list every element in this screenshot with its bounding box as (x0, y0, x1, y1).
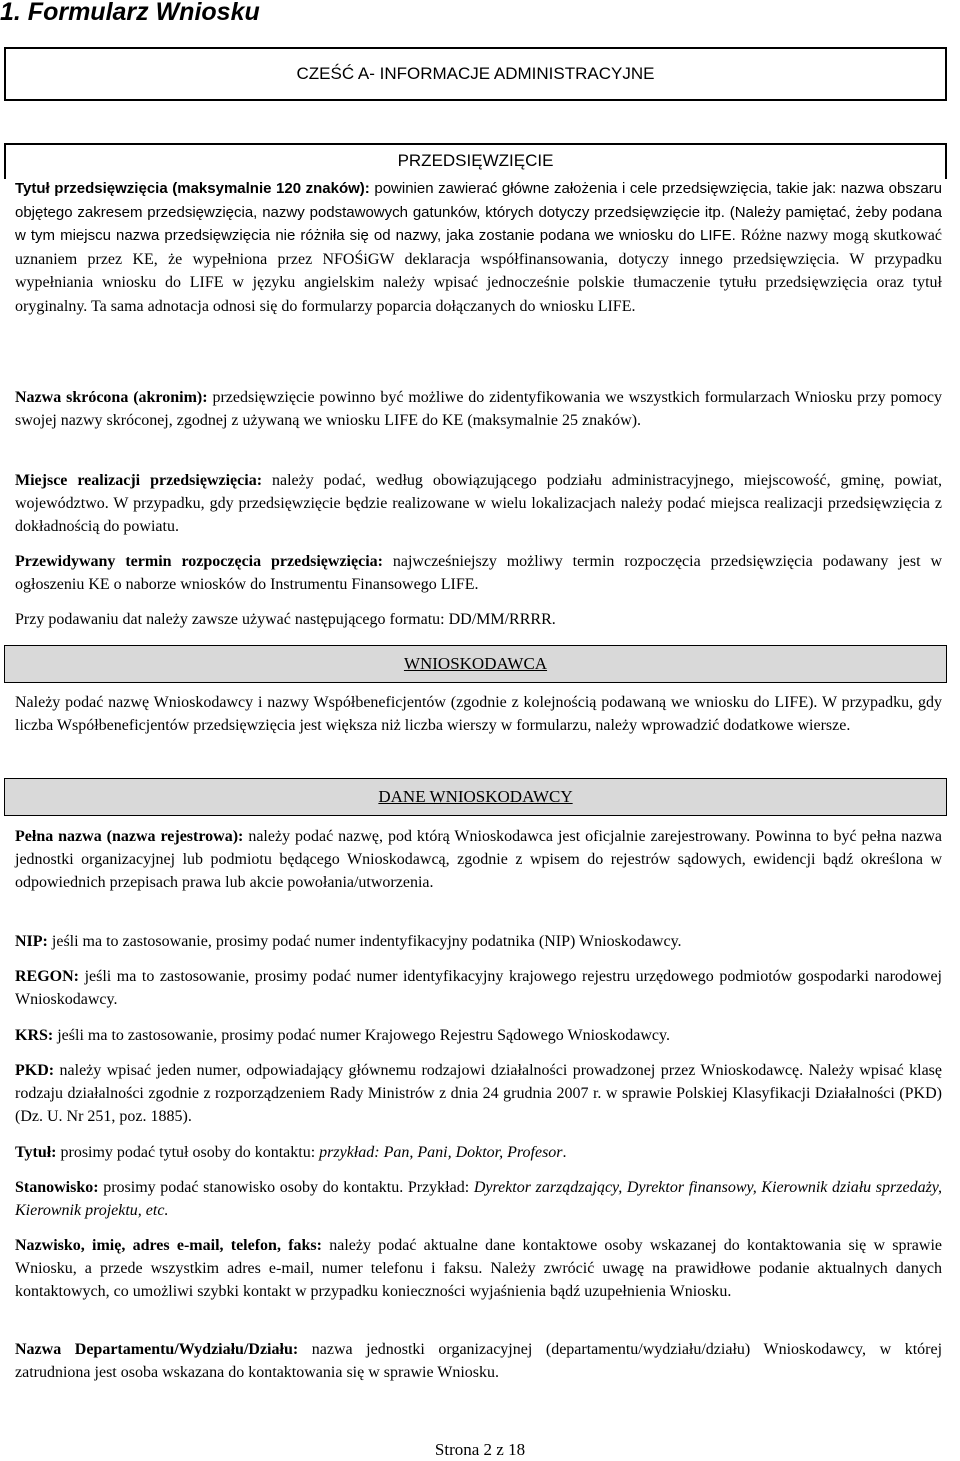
section-header-wnioskodawca (4, 645, 947, 683)
departament-paragraph (15, 1338, 942, 1384)
regon-text: jeśli ma to zastosowanie, prosimy podać numer identyfikacyjny krajowego rejestru urzędowego podmiotów gospodarki narodowej Wnioskodawcy. (15, 968, 942, 1008)
stanowisko-label: Stanowisko: (15, 1179, 99, 1196)
section-header-text: WNIOSKODAWCA (403, 654, 548, 673)
pelna-nazwa-paragraph (15, 825, 942, 894)
tytul-osoby-text: prosimy podać tytuł osoby do kontaktu: (56, 1144, 320, 1161)
stanowisko-text: prosimy podać stanowisko osoby do kontaktu. Przykład: (98, 1179, 474, 1196)
section-header-text: PRZEDSIĘWZIĘCIE (397, 151, 554, 170)
krs-paragraph (15, 1024, 942, 1047)
krs-label: KRS: (15, 1027, 54, 1044)
departament-text: nazwa jednostki organizacyjnej (departamentu/wydziału/działu) Wnioskodawcy, w której zatrudniona jest osoba wskazana do kontaktowania się w sprawie Wniosku. (15, 1341, 943, 1381)
part-a-header-text: CZEŚĆ A- INFORMACJE ADMINISTRACYJNE (296, 64, 655, 83)
tytul-osoby-end: . (562, 1144, 567, 1161)
wnioskodawca-paragraph: Należy podać nazwę Wnioskodawcy i nazwy Współbeneficjentów (zgodnie z kolejnością podawaną we wniosku do LIFE). W przypadku, gdy liczba Współbeneficjentów przedsięwzięcia jest większa niż liczba wierszy w formularzu, należy wprowadzić dodatkowe wiersze. (15, 694, 942, 734)
termin-label: Przewidywany termin rozpoczęcia przedsięwzięcia: (15, 553, 383, 570)
tytul-osoby-label: Tytuł: (15, 1144, 57, 1161)
tytul-osoby-paragraph (15, 1141, 942, 1164)
nazwa-skrocona-text: przedsięwzięcie powinno być możliwe do zidentyfikowania we wszystkich formularzach Wniosku przy pomocy swojej nazwy skróconej, zgodnej z używaną we wniosku LIFE do KE (maksymalnie 25 znaków). (15, 389, 942, 429)
tytul-cont: Różne nazwy mogą skutkować uznaniem przez KE, że wypełniona przez NFOŚiGW deklaracja współfinansowania, dotyczy innego przedsięwzięcia. W przypadku wypełniania wniosku do LIFE w języku angielskim należy wpisać jednocześnie polskie tłumaczenie tytułu przedsięwzięcia oraz tytuł oryginalny. Ta sama adnotacja odnosi się do formularzy poparcia dołączanych do wniosku LIFE. (15, 227, 942, 315)
part-a-header (4, 47, 947, 101)
page-title: 1. Formularz Wniosku (0, 0, 260, 26)
tytul-osoby-example: przykład: Pan, Pani, Doktor, Profesor (319, 1144, 563, 1161)
kontakt-label: Nazwisko, imię, adres e-mail, telefon, faks: (15, 1237, 322, 1254)
page-number: Strona 2 z 18 (434, 1440, 526, 1459)
miejsce-text: należy podać, według obowiązującego podziału administracyjnego, miejscowość, gminę, powiat, województwo. W przypadku, gdy przedsięwzięcie będzie realizowane w wielu lokalizacjach należy podać miejsca realizacji przedsięwzięcia z dokładnością do powiatu. (15, 472, 942, 535)
nip-text: jeśli ma to zastosowanie, prosimy podać numer indentyfikacyjny podatnika (NIP) Wnioskodawcy. (47, 933, 682, 950)
tytul-paragraph (15, 177, 942, 318)
departament-label: Nazwa Departamentu/Wydziału/Działu: (15, 1341, 299, 1358)
stanowisko-paragraph (15, 1176, 942, 1222)
section-header-przedsiewziecie (4, 143, 947, 179)
nip-paragraph (15, 930, 942, 953)
krs-text: jeśli ma to zastosowanie, prosimy podać numer Krajowego Rejestru Sądowego Wnioskodawcy. (53, 1027, 670, 1044)
pkd-text: należy wpisać jeden numer, odpowiadający głównemu rodzajowi działalności prowadzonej przez Wnioskodawcę. Należy wpisać klasę rodzaju działalności zgodnie z rozporządzeniem Rady Ministrów z dnia 24 grudnia 2007 r. w sprawie Polskiej Klasyfikacji Działalności (PKD) (Dz. U. Nr 251, poz. 1885). (15, 1062, 942, 1125)
regon-paragraph (15, 965, 942, 1011)
pelna-nazwa-text: należy podać nazwę, pod którą Wnioskodawca jest oficjalnie zarejestrowany. Powinna to być pełna nazwa jednostki organizacyjnej lub podmiotu będącego Wnioskodawcą, zgodnie z wpisem do rejestrów sądowych, ewidencji bądź określona w odpowiednich przepisach prawa lub akcie powołania/utworzenia. (15, 828, 943, 891)
termin-paragraph (15, 550, 942, 596)
nazwa-skrocona-paragraph (15, 386, 942, 432)
nip-label: NIP: (15, 933, 48, 950)
stanowisko-example: Dyrektor zarządzający, Dyrektor finansowy, Kierownik działu sprzedaży, Kierownik projektu, etc. (15, 1179, 943, 1219)
termin-text: najwcześniejszy możliwy termin rozpoczęcia przedsięwzięcia podawany jest w ogłoszeniu KE o naborze wniosków do Instrumentu Finansowego LIFE. (15, 553, 942, 593)
daty-paragraph: Przy podawaniu dat należy zawsze używać następującego formatu: DD/MM/RRRR. (15, 611, 556, 628)
kontakt-paragraph (15, 1234, 942, 1303)
tytul-label: Tytuł przedsięwzięcia (maksymalnie 120 znaków): (15, 180, 370, 197)
miejsce-label: Miejsce realizacji przedsięwzięcia: (15, 472, 263, 489)
kontakt-text: należy podać aktualne dane kontaktowe osoby wskazanej do kontaktowania się w sprawie Wniosku, a przede wszystkim adres e-mail, numer telefonu i faksu. Należy zwrócić uwagę na prawidłowe podanie aktualnych danych kontaktowych, co umożliwi szybki kontakt w przypadku konieczności wyjaśnienia bądź uzupełnienia Wniosku. (15, 1237, 943, 1300)
regon-label: REGON: (15, 968, 79, 985)
pkd-paragraph (15, 1059, 942, 1128)
pkd-label: PKD: (15, 1062, 55, 1079)
pelna-nazwa-label: Pełna nazwa (nazwa rejestrowa): (15, 828, 244, 845)
section-header-dane (4, 778, 947, 816)
nazwa-skrocona-label: Nazwa skrócona (akronim): (15, 389, 208, 406)
tytul-text: powinien zawierać główne założenia i cele przedsięwzięcia, takie jak: nazwa obszaru objętego zakresem przedsięwzięcia, nazwy podstawowych gatunków, których dotyczy przedsięwzięcie itp. (Należy pamiętać, żeby podana w tym miejscu nazwa przedsięwzięcia nie różniła się od nazwy, jaka zostanie podana we wniosku do LIFE. (15, 180, 942, 244)
miejsce-paragraph (15, 469, 942, 538)
section-header-text: DANE WNIOSKODAWCY (378, 787, 573, 806)
